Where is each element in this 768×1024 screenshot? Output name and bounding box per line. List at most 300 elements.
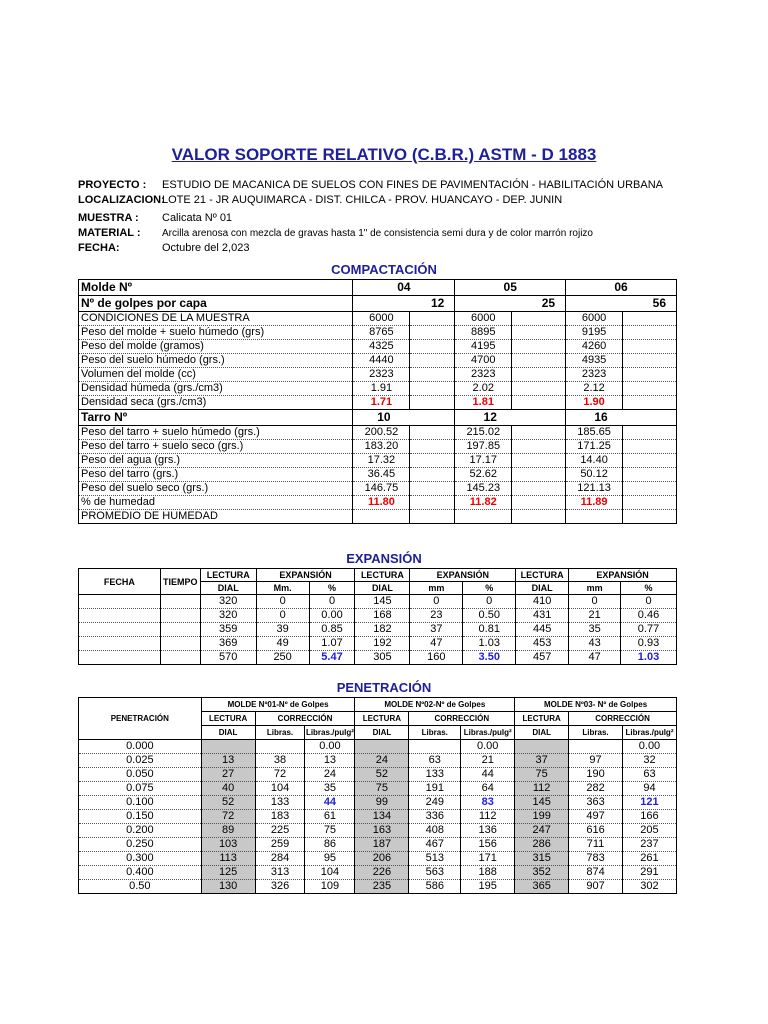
penetracion-cell: 0.075: [79, 782, 202, 796]
penetracion-cell: 365: [515, 880, 569, 894]
expansion-cell: 0.85: [309, 623, 355, 637]
empty-cell: [623, 382, 677, 396]
expansion-cell: 457: [516, 651, 569, 665]
penetracion-cell: 21: [461, 754, 515, 768]
compactacion-row: [79, 396, 677, 410]
penetracion-cell: 206: [355, 852, 409, 866]
penetracion-cell: 563: [409, 866, 461, 880]
penetracion-cell: 291: [622, 866, 676, 880]
header-molde: MOLDE Nº01-Nº de Golpes: [201, 698, 355, 712]
penetracion-cell: 183: [255, 810, 305, 824]
row-value: 6000: [566, 312, 623, 326]
expansion-cell: 0.81: [463, 623, 516, 637]
penetracion-cell: 188: [461, 866, 515, 880]
penetracion-cell: 166: [622, 810, 676, 824]
empty-cell: [512, 440, 566, 454]
penetracion-cell: 0.50: [79, 880, 202, 894]
expansion-cell: 0.00: [309, 609, 355, 623]
penetracion-cell: 72: [255, 768, 305, 782]
penetracion-cell: 75: [355, 782, 409, 796]
row-value: [455, 510, 512, 524]
header-correccion: CORRECCIÓN: [409, 712, 515, 726]
penetracion-row: [79, 810, 677, 824]
header-libras-pulg: Libras./pulg²: [622, 726, 676, 740]
penetracion-cell: [515, 740, 569, 754]
expansion-cell: 145: [355, 595, 410, 609]
penetracion-cell: 125: [201, 866, 255, 880]
penetracion-cell: 171: [461, 852, 515, 866]
empty-cell: [623, 368, 677, 382]
compactacion-row: [79, 440, 677, 454]
expansion-cell: 0: [621, 595, 677, 609]
tarro-number: 12: [455, 410, 566, 426]
empty-cell: [512, 426, 566, 440]
expansion-header-row: [79, 569, 677, 582]
row-label: PROMEDIO DE HUMEDAD: [79, 510, 353, 524]
row-value: 1.90: [566, 396, 623, 410]
expansion-table: [78, 568, 677, 665]
header-lectura: LECTURA: [355, 712, 409, 726]
penetracion-cell: 163: [355, 824, 409, 838]
penetracion-row: [79, 754, 677, 768]
expansion-cell: 359: [200, 623, 256, 637]
penetracion-cell: 44: [461, 768, 515, 782]
expansion-cell: 160: [410, 651, 463, 665]
penetracion-cell: 0.025: [79, 754, 202, 768]
penetracion-cell: 32: [622, 754, 676, 768]
penetracion-cell: 38: [255, 754, 305, 768]
expansion-cell: [79, 651, 161, 665]
compactacion-row: [79, 368, 677, 382]
tarro-label: Tarro Nº: [79, 410, 353, 426]
empty-cell: [512, 354, 566, 368]
empty-cell: [512, 496, 566, 510]
molde-number: 04: [353, 280, 455, 296]
header-dial: DIAL: [355, 726, 409, 740]
penetracion-cell: 136: [461, 824, 515, 838]
header-expansion: EXPANSIÓN: [410, 569, 516, 582]
expansion-cell: 23: [410, 609, 463, 623]
header-lectura: LECTURA: [201, 712, 255, 726]
penetracion-cell: 104: [305, 866, 355, 880]
penetracion-cell: 27: [201, 768, 255, 782]
header-molde: MOLDE Nº02-Nº de Golpes: [355, 698, 515, 712]
header-lectura: LECTURA: [200, 569, 256, 582]
penetracion-cell: 907: [569, 880, 623, 894]
header-penetracion: PENETRACIÓN: [79, 698, 202, 740]
penetracion-cell: 75: [515, 768, 569, 782]
expansion-row: [79, 595, 677, 609]
penetracion-cell: [355, 740, 409, 754]
penetracion-cell: 874: [569, 866, 623, 880]
expansion-cell: 21: [569, 609, 621, 623]
row-value: 1.71: [353, 396, 410, 410]
penetracion-row: [79, 796, 677, 810]
penetracion-cell: 113: [201, 852, 255, 866]
info-row-muestra: MUESTRA : Calicata Nº 01: [78, 212, 233, 224]
expansion-cell: [160, 595, 200, 609]
penetracion-row: [79, 824, 677, 838]
row-value: 14.40: [566, 454, 623, 468]
penetracion-cell: 63: [409, 754, 461, 768]
header-info: [78, 178, 663, 256]
penetracion-row: [79, 768, 677, 782]
expansion-cell: 0: [256, 609, 309, 623]
row-label: Peso del molde (gramos): [79, 340, 353, 354]
row-value: 52.62: [455, 468, 512, 482]
compactacion-row: [79, 354, 677, 368]
empty-cell: [410, 440, 455, 454]
penetracion-cell: 109: [305, 880, 355, 894]
empty-cell: [410, 340, 455, 354]
info-row-localizacion: LOCALIZACION:LOTE 21 - JR AUQUIMARCA - DIST. CHILCA - PROV. HUANCAYO - DEP. JUNIN: [78, 194, 563, 206]
empty-cell: [512, 482, 566, 496]
expansion-cell: 431: [516, 609, 569, 623]
compactacion-row: [79, 312, 677, 326]
empty-cell: [512, 382, 566, 396]
penetracion-cell: 0.00: [622, 740, 676, 754]
row-value: 4260: [566, 340, 623, 354]
empty-cell: [410, 354, 455, 368]
expansion-cell: 0: [410, 595, 463, 609]
header-tiempo: TIEMPO: [160, 569, 200, 595]
penetracion-cell: 0.400: [79, 866, 202, 880]
row-value: 17.32: [353, 454, 410, 468]
row-value: 4195: [455, 340, 512, 354]
empty-cell: [410, 396, 455, 410]
penetracion-cell: 286: [515, 838, 569, 852]
expansion-cell: 168: [355, 609, 410, 623]
expansion-cell: 0: [463, 595, 516, 609]
penetracion-cell: 44: [305, 796, 355, 810]
page-title: VALOR SOPORTE RELATIVO (C.B.R.) ASTM - D 1883: [171, 145, 597, 164]
penetracion-cell: 336: [409, 810, 461, 824]
empty-cell: [410, 326, 455, 340]
info-row-proyecto: PROYECTO : ESTUDIO DE MACANICA DE SUELOS CON FINES DE PAVIMENTACIÓN - HABILITACIÓN URBANA: [78, 179, 663, 191]
expansion-cell: [160, 623, 200, 637]
penetracion-cell: 711: [569, 838, 623, 852]
expansion-cell: 0.93: [621, 637, 677, 651]
penetracion-cell: 103: [201, 838, 255, 852]
subheader-cell: mm: [410, 582, 463, 595]
row-value: 17.17: [455, 454, 512, 468]
expansion-cell: 35: [569, 623, 621, 637]
subheader-cell: %: [309, 582, 355, 595]
header-expansion: EXPANSIÓN: [256, 569, 355, 582]
penetracion-cell: 134: [355, 810, 409, 824]
compactacion-row: [79, 510, 677, 524]
penetracion-cell: 13: [305, 754, 355, 768]
expansion-cell: 0: [569, 595, 621, 609]
expansion-cell: 369: [200, 637, 256, 651]
compactacion-row: [79, 482, 677, 496]
molde-row: [79, 280, 677, 296]
compactacion-row: [79, 454, 677, 468]
penetracion-cell: 284: [255, 852, 305, 866]
expansion-cell: 0: [256, 595, 309, 609]
row-label: Densidad seca (grs./cm3): [79, 396, 353, 410]
penetracion-cell: 205: [622, 824, 676, 838]
compactacion-row: [79, 496, 677, 510]
row-value: 2323: [566, 368, 623, 382]
penetracion-cell: 313: [255, 866, 305, 880]
expansion-cell: 453: [516, 637, 569, 651]
penetracion-cell: 64: [461, 782, 515, 796]
expansion-row: [79, 609, 677, 623]
row-value: 9195: [566, 326, 623, 340]
empty-cell: [623, 326, 677, 340]
penetracion-cell: [255, 740, 305, 754]
molde-number: 05: [455, 280, 566, 296]
tarro-row: [79, 410, 677, 426]
row-value: 50.12: [566, 468, 623, 482]
penetracion-cell: 0.000: [79, 740, 202, 754]
penetracion-cell: 226: [355, 866, 409, 880]
empty-cell: [410, 426, 455, 440]
expansion-cell: [160, 637, 200, 651]
row-label: Peso del tarro + suelo húmedo (grs.): [79, 426, 353, 440]
empty-cell: [623, 454, 677, 468]
row-value: 1.81: [455, 396, 512, 410]
row-label: Peso del tarro + suelo seco (grs.): [79, 440, 353, 454]
subheader-cell: %: [463, 582, 516, 595]
penetracion-cell: 0.200: [79, 824, 202, 838]
section-compactacion-title: COMPACTACIÓN: [331, 262, 437, 277]
expansion-cell: 445: [516, 623, 569, 637]
expansion-cell: [160, 651, 200, 665]
row-value: 171.25: [566, 440, 623, 454]
expansion-cell: 182: [355, 623, 410, 637]
row-value: 146.75: [353, 482, 410, 496]
expansion-cell: 0.77: [621, 623, 677, 637]
empty-cell: [512, 396, 566, 410]
penetracion-cell: 190: [569, 768, 623, 782]
expansion-cell: 1.03: [621, 651, 677, 665]
row-value: 4325: [353, 340, 410, 354]
expansion-cell: 0.50: [463, 609, 516, 623]
penetracion-cell: [409, 740, 461, 754]
penetracion-cell: 467: [409, 838, 461, 852]
empty-cell: [410, 510, 455, 524]
penetracion-cell: 95: [305, 852, 355, 866]
empty-cell: [623, 396, 677, 410]
row-value: 183.20: [353, 440, 410, 454]
empty-cell: [512, 368, 566, 382]
penetracion-cell: 99: [355, 796, 409, 810]
penetracion-cell: 72: [201, 810, 255, 824]
expansion-cell: 1.03: [463, 637, 516, 651]
header-lectura: LECTURA: [515, 712, 569, 726]
header-expansion: EXPANSIÓN: [569, 569, 677, 582]
row-label: CONDICIONES DE LA MUESTRA: [79, 312, 353, 326]
row-label: Densidad húmeda (grs./cm3): [79, 382, 353, 396]
empty-cell: [623, 440, 677, 454]
row-label: Peso del suelo seco (grs.): [79, 482, 353, 496]
expansion-row: [79, 637, 677, 651]
row-value: 6000: [353, 312, 410, 326]
section-penetracion-title: PENETRACIÓN: [336, 680, 432, 695]
penetracion-row: [79, 880, 677, 894]
subheader-cell: Mm.: [256, 582, 309, 595]
header-libras-pulg: Libras./pulg²: [461, 726, 515, 740]
expansion-cell: 570: [200, 651, 256, 665]
row-value: 4700: [455, 354, 512, 368]
penetracion-cell: 61: [305, 810, 355, 824]
empty-cell: [512, 454, 566, 468]
row-label: Peso del molde + suelo húmedo (grs): [79, 326, 353, 340]
row-value: 8765: [353, 326, 410, 340]
expansion-cell: [79, 637, 161, 651]
penetracion-cell: 513: [409, 852, 461, 866]
penetracion-cell: 35: [305, 782, 355, 796]
expansion-cell: [79, 609, 161, 623]
expansion-cell: 1.07: [309, 637, 355, 651]
penetracion-cell: 75: [305, 824, 355, 838]
penetracion-table: [78, 697, 677, 894]
expansion-cell: 37: [410, 623, 463, 637]
info-row-material: MATERIAL : Arcilla arenosa con mezcla de gravas hasta 1" de consistencia semi dura y de color marrón rojizo: [78, 227, 593, 239]
expansion-cell: 250: [256, 651, 309, 665]
header-correccion: CORRECCIÓN: [255, 712, 355, 726]
empty-cell: [623, 312, 677, 326]
penetracion-row: [79, 838, 677, 852]
expansion-cell: 320: [200, 595, 256, 609]
penetracion-cell: 0.00: [305, 740, 355, 754]
subheader-cell: %: [621, 582, 677, 595]
row-value: 185.65: [566, 426, 623, 440]
expansion-cell: 305: [355, 651, 410, 665]
penetracion-cell: 52: [355, 768, 409, 782]
penetracion-cell: 302: [622, 880, 676, 894]
empty-cell: [410, 496, 455, 510]
penetracion-cell: 89: [201, 824, 255, 838]
row-label: Peso del tarro (grs.): [79, 468, 353, 482]
expansion-cell: [79, 623, 161, 637]
penetracion-cell: 199: [515, 810, 569, 824]
expansion-cell: 5.47: [309, 651, 355, 665]
penetracion-cell: 37: [515, 754, 569, 768]
header-libras-pulg: Libras./pulg²: [305, 726, 355, 740]
penetracion-cell: 235: [355, 880, 409, 894]
penetracion-cell: 315: [515, 852, 569, 866]
empty-cell: [623, 426, 677, 440]
row-value: 200.52: [353, 426, 410, 440]
row-value: 197.85: [455, 440, 512, 454]
penetracion-header-row: [79, 698, 677, 712]
penetracion-cell: 40: [201, 782, 255, 796]
penetracion-cell: 225: [255, 824, 305, 838]
penetracion-cell: 247: [515, 824, 569, 838]
penetracion-cell: 52: [201, 796, 255, 810]
penetracion-cell: 24: [305, 768, 355, 782]
row-value: 6000: [455, 312, 512, 326]
row-label: Peso del suelo húmedo (grs.): [79, 354, 353, 368]
golpes-value: 56: [566, 296, 677, 312]
empty-cell: [410, 368, 455, 382]
penetracion-cell: 0.300: [79, 852, 202, 866]
header-libras: Libras.: [569, 726, 623, 740]
penetracion-row: [79, 852, 677, 866]
subheader-cell: DIAL: [516, 582, 569, 595]
empty-cell: [512, 312, 566, 326]
expansion-row: [79, 623, 677, 637]
empty-cell: [410, 382, 455, 396]
penetracion-row: [79, 782, 677, 796]
row-value: [353, 510, 410, 524]
penetracion-cell: 0.150: [79, 810, 202, 824]
penetracion-cell: 237: [622, 838, 676, 852]
empty-cell: [623, 482, 677, 496]
compactacion-row: [79, 468, 677, 482]
penetracion-cell: 94: [622, 782, 676, 796]
info-row-fecha: FECHA: Octubre del 2,023: [78, 242, 250, 254]
penetracion-cell: 187: [355, 838, 409, 852]
molde-label: Molde Nº: [79, 280, 353, 296]
header-lectura: LECTURA: [355, 569, 410, 582]
compactacion-table: [78, 279, 677, 524]
penetracion-cell: 104: [255, 782, 305, 796]
expansion-cell: 39: [256, 623, 309, 637]
empty-cell: [410, 454, 455, 468]
penetracion-cell: 0.050: [79, 768, 202, 782]
row-value: 11.80: [353, 496, 410, 510]
empty-cell: [623, 496, 677, 510]
row-value: 215.02: [455, 426, 512, 440]
row-value: 121.13: [566, 482, 623, 496]
expansion-cell: 192: [355, 637, 410, 651]
row-value: 11.82: [455, 496, 512, 510]
row-value: 11.89: [566, 496, 623, 510]
penetracion-cell: 0.00: [461, 740, 515, 754]
penetracion-cell: 261: [622, 852, 676, 866]
row-value: 36.45: [353, 468, 410, 482]
molde-number: 06: [566, 280, 677, 296]
compactacion-row: [79, 326, 677, 340]
expansion-cell: 0: [309, 595, 355, 609]
penetracion-cell: 249: [409, 796, 461, 810]
penetracion-cell: 112: [515, 782, 569, 796]
header-dial: DIAL: [201, 726, 255, 740]
penetracion-cell: 616: [569, 824, 623, 838]
header-dial: DIAL: [515, 726, 569, 740]
penetracion-cell: 259: [255, 838, 305, 852]
expansion-cell: 47: [569, 651, 621, 665]
penetracion-cell: [569, 740, 623, 754]
penetracion-cell: 363: [569, 796, 623, 810]
row-label: Volumen del molde (cc): [79, 368, 353, 382]
empty-cell: [623, 340, 677, 354]
row-value: 4440: [353, 354, 410, 368]
empty-cell: [512, 468, 566, 482]
subheader-cell: DIAL: [200, 582, 256, 595]
penetracion-cell: 13: [201, 754, 255, 768]
penetracion-row: [79, 866, 677, 880]
row-label: % de humedad: [79, 496, 353, 510]
row-value: 2.12: [566, 382, 623, 396]
compactacion-row: [79, 382, 677, 396]
expansion-cell: 410: [516, 595, 569, 609]
penetracion-cell: 326: [255, 880, 305, 894]
golpes-row: [79, 296, 677, 312]
penetracion-cell: 83: [461, 796, 515, 810]
section-expansion-title: EXPANSIÓN: [346, 551, 422, 566]
row-value: 4935: [566, 354, 623, 368]
empty-cell: [623, 468, 677, 482]
header-lectura: LECTURA: [516, 569, 569, 582]
subheader-cell: mm: [569, 582, 621, 595]
penetracion-cell: 24: [355, 754, 409, 768]
penetracion-cell: [201, 740, 255, 754]
